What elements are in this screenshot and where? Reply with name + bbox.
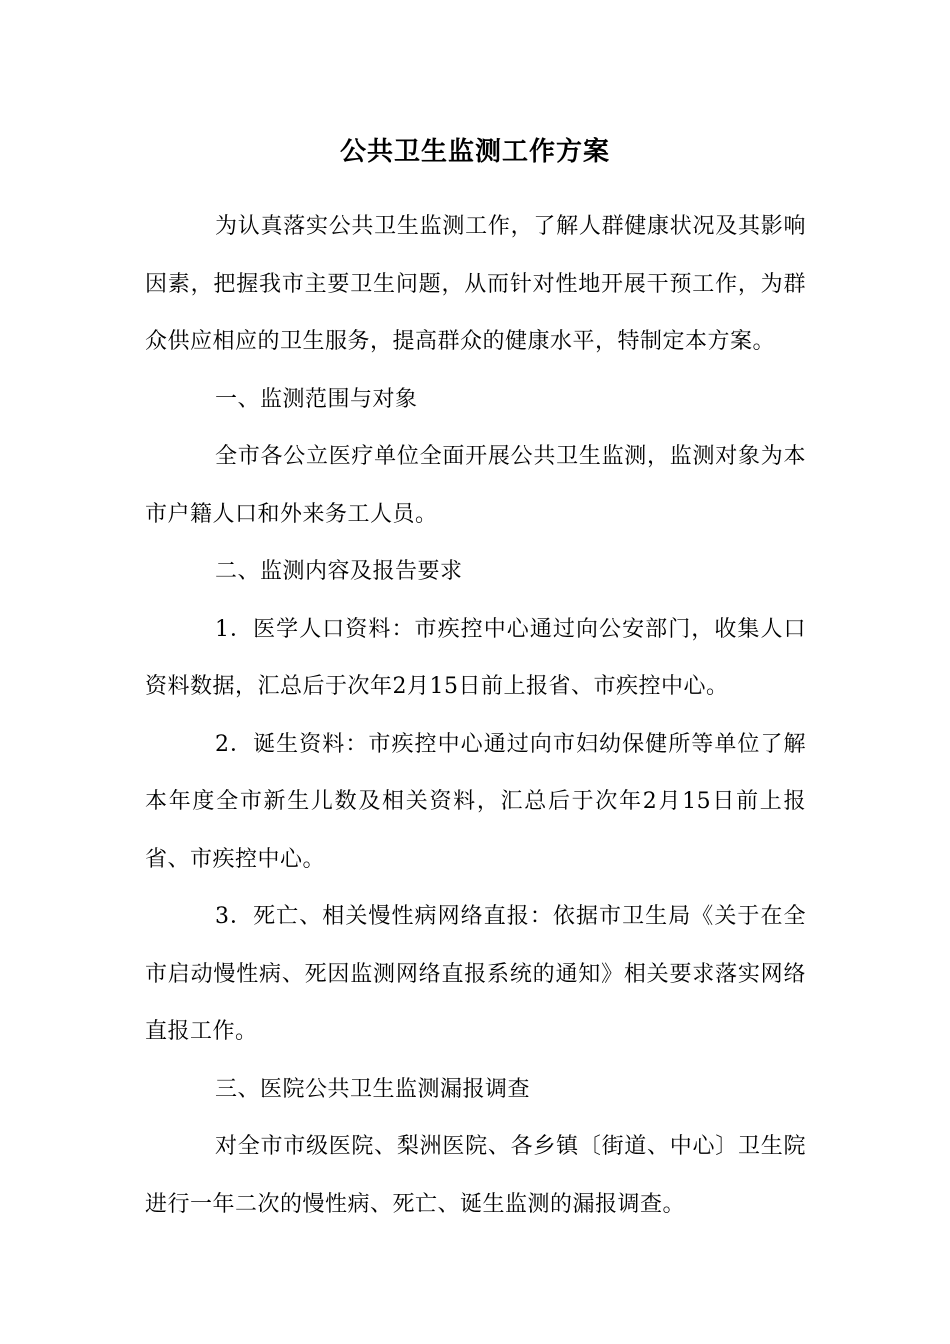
document-title: 公共卫生监测工作方案 [339,137,610,167]
intro-paragraph: 为认真落实公共卫生监测工作，了解人群健康状况及其影响因素，把握我市主要卫生问题，从而针对性地开展干预工作，为群众供应相应的卫生服务，提高群众的健康水平，特制定本方案。 [145,214,806,354]
document-body [145,198,806,1233]
section-heading-content: 二、监测内容及报告要求 [215,559,463,584]
section-heading-survey: 三、医院公共卫生监测漏报调查 [215,1076,531,1102]
scope-paragraph: 全市各公立医疗单位全面开展公共卫生监测，监测对象为本市户籍人口和外来务工人员。 [145,444,806,527]
section-heading-scope: 一、监测范围与对象 [215,386,418,412]
item-birth-data: 2．诞生资料：市疾控中心通过向市妇幼保健所等单位了解本年度全市新生儿数及相关资料，汇总后于次年2月15日前上报省、市疾控中心。 [145,731,806,872]
item-death-chronic-report: 3．死亡、相关慢性病网络直报：依据市卫生局《关于在全市启动慢性病、死因监测网络直报系统的通知》相关要求落实网络直报工作。 [145,904,806,1044]
item-population-data: 1．医学人口资料：市疾控中心通过向公安部门，收集人口资料数据，汇总后于次年2月15日前上报省、市疾控中心。 [145,616,806,699]
survey-paragraph: 对全市市级医院、梨洲医院、各乡镇〔街道、中心〕卫生院进行一年二次的慢性病、死亡、诞生监测的漏报调查。 [145,1134,806,1217]
